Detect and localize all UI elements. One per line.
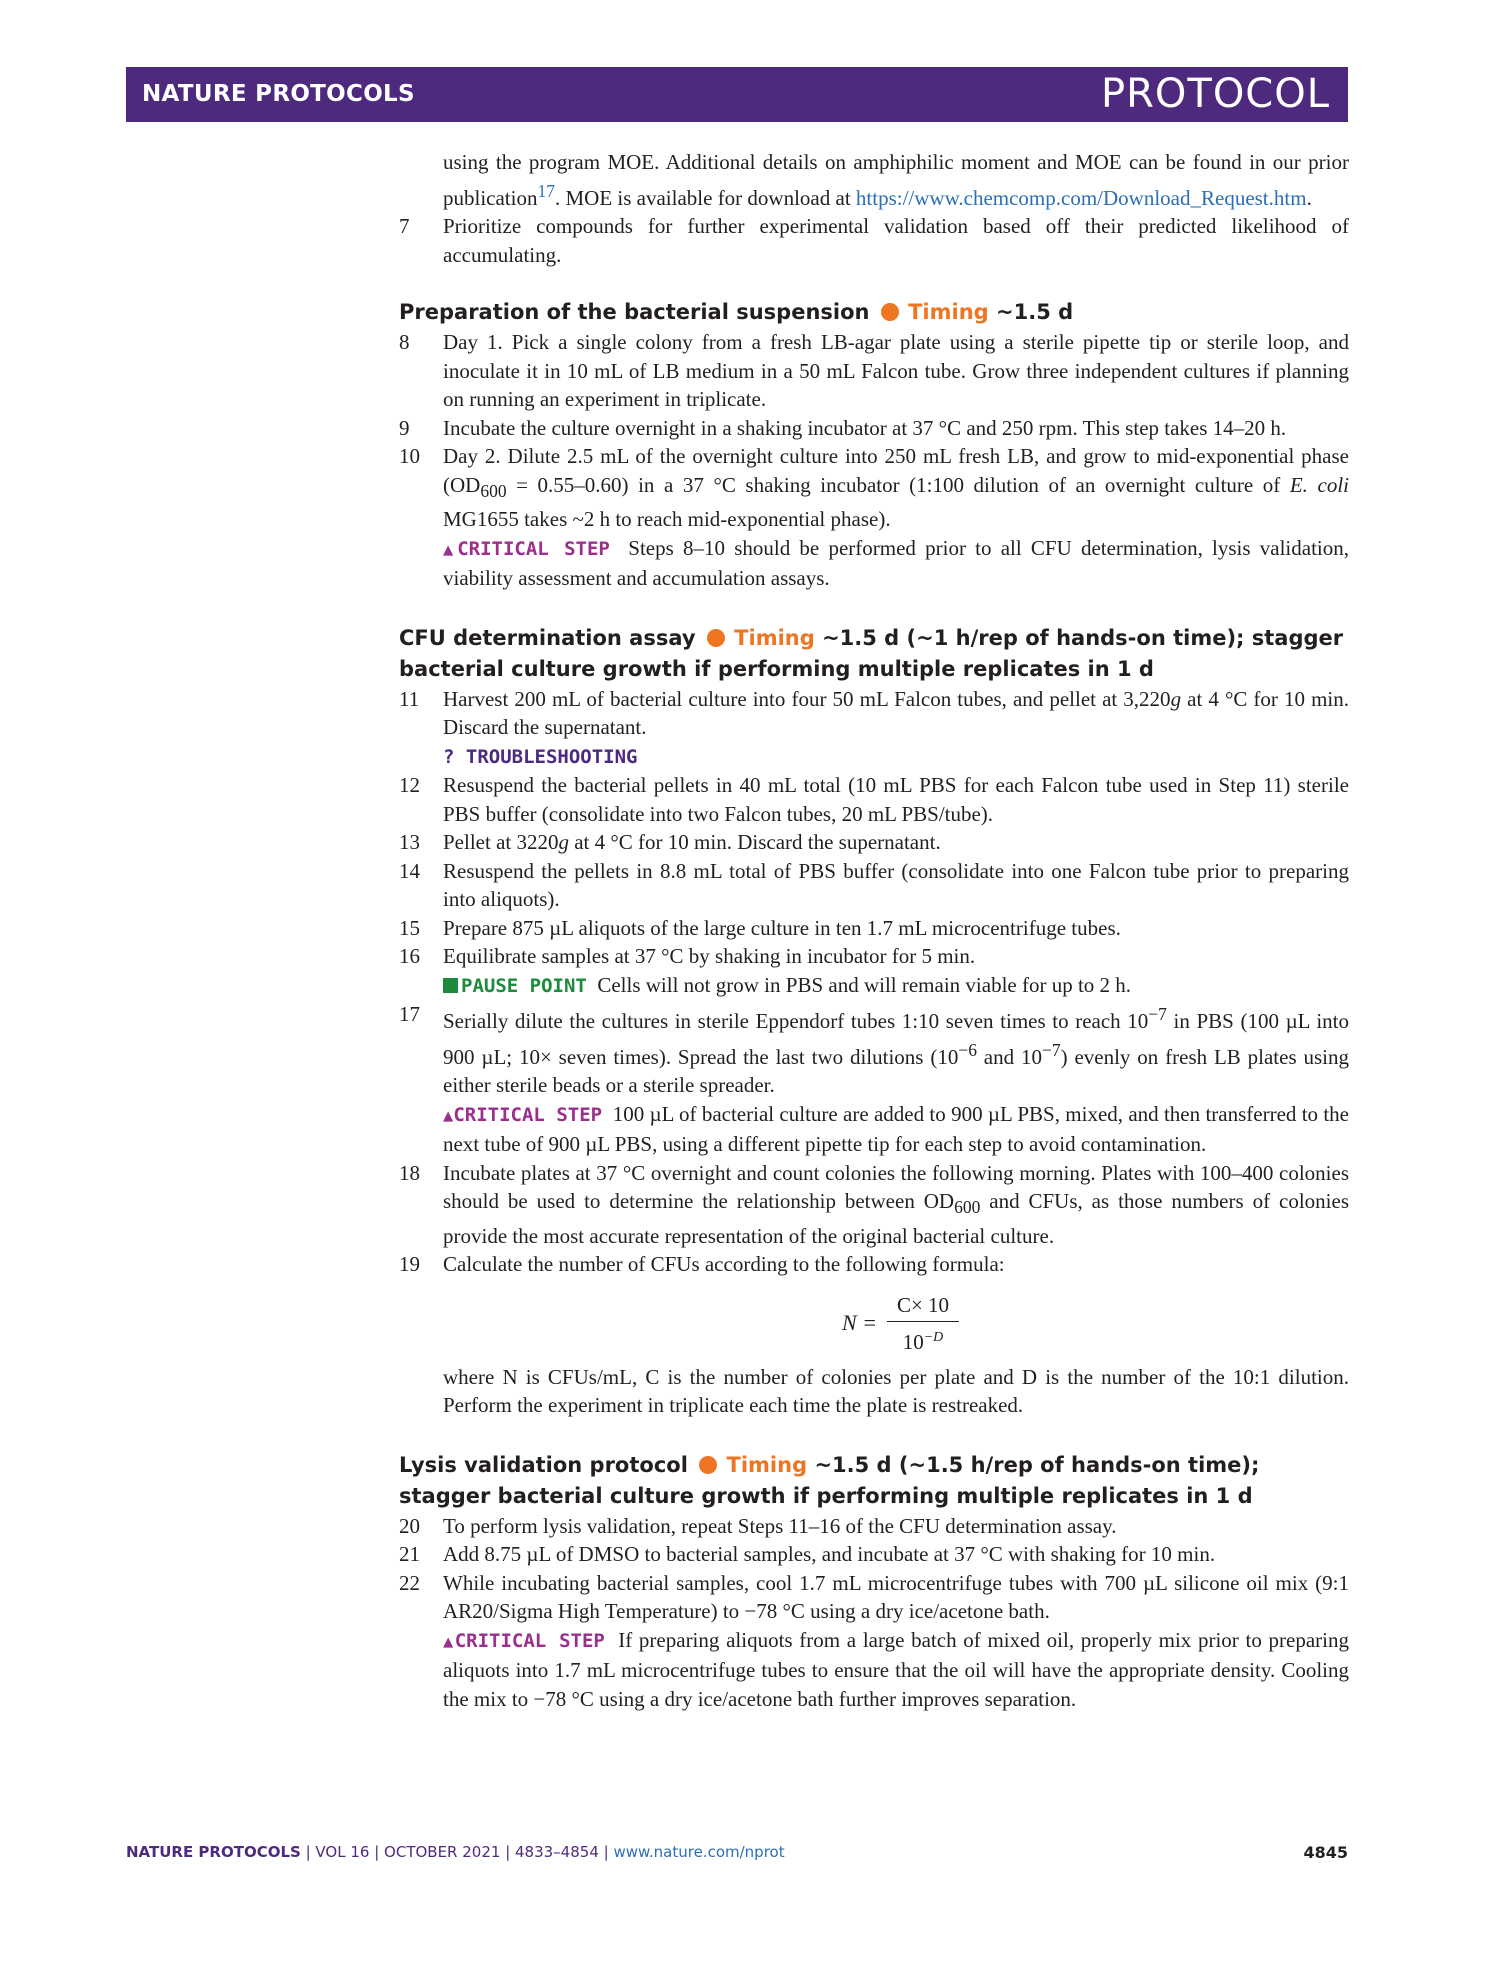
- journal-header-bar: [126, 67, 1348, 122]
- download-link[interactable]: https://www.chemcomp.com/Download_Request.htm: [855, 185, 1307, 210]
- page-footer: [126, 1843, 1348, 1861]
- formula-lhs: N =: [842, 1309, 878, 1335]
- formula-explanation: where N is CFUs/mL, C is the number of colonies per plate and D is the number of the 10:1 dilution. Perform the experiment in triplicate each time the plate is restreaked.: [443, 1364, 1349, 1418]
- footer-journal: NATURE PROTOCOLS: [126, 1843, 301, 1861]
- section-heading-bacterial-suspension: Preparation of the bacterial suspension Timing ~1.5 d: [399, 300, 1074, 324]
- page-body: [399, 148, 1349, 1713]
- timing-dot-icon: [707, 629, 725, 647]
- pause-square-icon: [443, 978, 458, 993]
- step-22: 22 While incubating bacterial samples, cool 1.7 mL microcentrifuge tubes with 700 µL silicone oil mix (9:1 AR20/Sigma High Temperature) to −78 °C using a dry ice/acetone bath.: [399, 1570, 1349, 1624]
- critical-step-note: ▲CRITICAL STEP If preparing aliquots from a large batch of mixed oil, properly mix prior to preparing aliquots into 1.7 mL microcentrifuge tubes to ensure that the oil will have the appropriate density. Cooling the mix to −78 °C using a dry ice/acetone bath further improves separation.: [443, 1627, 1349, 1711]
- footer-url-link[interactable]: www.nature.com/nprot: [613, 1843, 785, 1861]
- formula-numerator: C× 10: [896, 1292, 950, 1317]
- intro-continuation: using the program MOE. Additional details on amphiphilic moment and MOE can be found in our prior publication$^{17}$. MOE is available for download at https://www.chemcomp.com/Download_Request.htm.: [443, 150, 1349, 210]
- step-text: Prioritize compounds for further experimental validation based off their predicted likelihood of accumulating.: [443, 214, 1349, 267]
- formula-denominator: $10^{-D}$: [902, 1330, 944, 1355]
- step-8: 8 Day 1. Pick a single colony from a fresh LB-agar plate using a sterile pipette tip or sterile loop, and inoculate it in 10 mL of LB medium in a 50 mL Falcon tube. Grow three independent cultures if planning on running an experiment in triplicate.: [399, 330, 1349, 411]
- timing-value: ~1.5 d: [996, 300, 1074, 324]
- step-11: 11 Harvest 200 mL of bacterial culture into four 50 mL Falcon tubes, and pellet at 3,220g at 4 °C for 10 min. Discard the supernatant.: [399, 686, 1349, 740]
- step-20: 20 To perform lysis validation, repeat Steps 11–16 of the CFU determination assay.: [399, 1513, 1117, 1538]
- step-12: 12 Resuspend the bacterial pellets in 40 mL total (10 mL PBS for each Falcon tube used in Step 11) sterile PBS buffer (consolidate into two Falcon tubes, 20 mL PBS/tube).: [399, 773, 1349, 826]
- reference-citation[interactable]: 17: [537, 180, 555, 201]
- step-15: 15 Prepare 875 µL aliquots of the large culture in ten 1.7 mL microcentrifuge tubes.: [399, 915, 1121, 940]
- section-heading-cfu-assay: CFU determination assay Timing ~1.5 d (~1 h/rep of hands-on time); stagger bacterial culture growth if performing multiple replicates in 1 d: [399, 625, 1344, 681]
- warning-triangle-icon: ▲: [443, 1631, 455, 1652]
- footer-citation: | VOL 16 | OCTOBER 2021 | 4833–4854 |: [300, 1843, 614, 1861]
- cfu-formula: [399, 1287, 1349, 1359]
- timing-label: Timing: [908, 300, 989, 324]
- step-19: 19 Calculate the number of CFUs according to the following formula:: [399, 1252, 1005, 1277]
- pause-point-note: PAUSE POINT Cells will not grow in PBS and will remain viable for up to 2 h.: [399, 971, 1349, 1001]
- step-number: 7: [399, 214, 410, 238]
- step-9: 9 Incubate the culture overnight in a shaking incubator at 37 °C and 250 rpm. This step takes 14–20 h.: [399, 415, 1287, 440]
- step-16: 16 Equilibrate samples at 37 °C by shaking in incubator for 5 min.: [399, 944, 976, 969]
- critical-step-note: ▲CRITICAL STEP 100 µL of bacterial culture are added to 900 µL PBS, mixed, and then transferred to the next tube of 900 µL PBS, using a different pipette tip for each step to avoid contamination.: [443, 1101, 1350, 1157]
- section-heading-lysis-validation: Lysis validation protocol Timing ~1.5 d (~1.5 h/rep of hands-on time); stagger bacterial culture growth if performing multiple replicates in 1 d: [399, 1452, 1260, 1508]
- page-number: 4845: [1303, 1843, 1348, 1862]
- step-21: 21 Add 8.75 µL of DMSO to bacterial samples, and incubate at 37 °C with shaking for 10 min.: [399, 1542, 1216, 1567]
- step-18: 18 Incubate plates at 37 °C overnight and count colonies the following morning. Plates with 100–400 colonies should be used to determine the relationship between $OD_{600}$ and CFUs, as those numbers of colonies provide the most accurate representation of the original bacterial culture.: [399, 1160, 1349, 1248]
- step-14: 14 Resuspend the pellets in 8.8 mL total of PBS buffer (consolidate into one Falcon tube prior to preparing into aliquots).: [399, 858, 1349, 912]
- timing-dot-icon: [699, 1456, 717, 1474]
- formula-fraction: [887, 1291, 959, 1357]
- fraction-bar: [887, 1321, 959, 1322]
- step-13: 13 Pellet at 3220g at 4 °C for 10 min. Discard the supernatant.: [399, 830, 941, 855]
- warning-triangle-icon: ▲: [443, 1105, 454, 1126]
- step-7: [399, 212, 1349, 269]
- troubleshooting-link[interactable]: ? TROUBLESHOOTING: [443, 745, 638, 768]
- critical-step-note: ▲CRITICAL STEP Steps 8–10 should be performed prior to all CFU determination, lysis validation, viability assessment and accumulation assays.: [443, 535, 1349, 591]
- warning-triangle-icon: ▲: [443, 539, 458, 560]
- journal-name: NATURE PROTOCOLS: [142, 81, 415, 107]
- timing-dot-icon: [881, 303, 899, 321]
- step-10: 10 Day 2. Dilute 2.5 mL of the overnight culture into 250 mL fresh LB, and grow to mid-exponential phase $(OD_{600} = 0.55-0.60)$ in a 37 °C shaking incubator (1:100 dilution of an overnight culture of E. coli MG1655 takes ~2 h to reach mid-exponential phase).: [399, 444, 1349, 532]
- article-type: PROTOCOL: [1100, 71, 1330, 117]
- step-17: 17 Serially dilute the cultures in sterile Eppendorf tubes 1:10 seven times to reach $10^{-7}$ in PBS (100 µL into 900 µL; 10× seven times). Spread the last two dilutions ($10^{-6}$ and $10^{-7}$) evenly on fresh LB plates using either sterile beads or a sterile spreader.: [399, 1002, 1349, 1098]
